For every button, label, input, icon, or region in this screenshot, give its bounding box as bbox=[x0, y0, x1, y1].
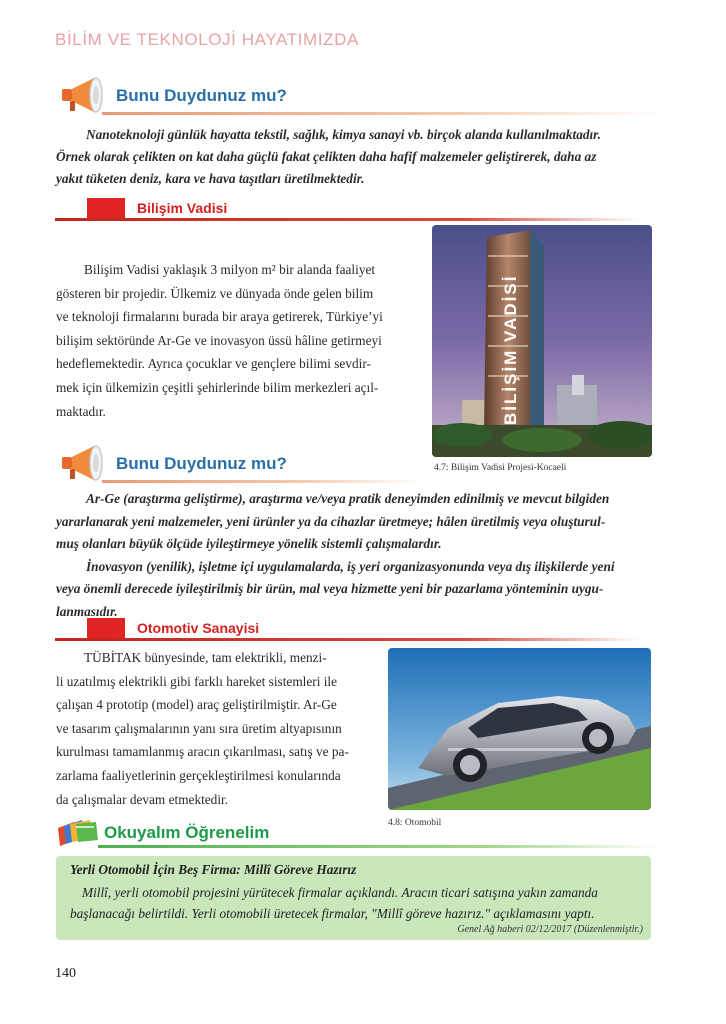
text-line: yakıt tüketen deniz, kara ve hava taşıtları üretilmektedir. bbox=[56, 171, 365, 186]
section-title: Otomotiv Sanayisi bbox=[137, 620, 260, 636]
news-box-source: Genel Ağ haberi 02/12/2017 (Düzenlenmiştir.) bbox=[457, 924, 643, 935]
text-line: da çalışmalar devam etmektedir. bbox=[56, 791, 229, 807]
section-marker bbox=[87, 618, 125, 638]
text-line: Örnek olarak çelikten on kat daha güçlü fakat çelikten daha hafif malzemeler geliştirerek, daha az bbox=[56, 149, 597, 164]
text-line: mek için ülkemizin çeşitli şehirlerinde bilim merkezleri açıl- bbox=[56, 379, 379, 395]
text-line: bilişim sektöründe Ar-Ge ve inovasyon üssü hâline getirmeyi bbox=[56, 332, 382, 348]
text-line: çalışan 4 prototip (model) araç geliştirilmiştir. Ar-Ge bbox=[56, 697, 337, 713]
text-line: başlanacağı belirtildi. Yerli otomobili üretecek firmalar, "Millî göreve hazırız." açıklamasını yaptı. bbox=[70, 906, 595, 921]
section-divider bbox=[55, 638, 640, 641]
news-box bbox=[56, 856, 651, 940]
megaphone-icon bbox=[58, 442, 108, 482]
text-line: kurulması tamamlanmış aracın çıkarılması, satış ve pa- bbox=[56, 744, 349, 760]
page-number: 140 bbox=[55, 966, 76, 981]
text-line: Nanoteknoloji günlük hayatta tekstil, sağlık, kimya sanayi vb. birçok alanda kullanılmaktadır. bbox=[86, 127, 601, 142]
text-line: Ar-Ge (araştırma geliştirme), araştırma ve/veya pratik deneyimden edinilmiş ve mevcut bilgiden bbox=[86, 491, 610, 506]
news-box-text bbox=[70, 882, 645, 924]
text-line: hedeflemektedir. Ayrıca çocuklar ve gençlere bilimi sevdir- bbox=[56, 356, 371, 372]
bunu-duydunuz-text-1 bbox=[56, 124, 656, 190]
section-divider bbox=[102, 112, 662, 115]
section-marker bbox=[87, 198, 125, 218]
bilisim-vadisi-sign: BİLİŞİM VADİSİ bbox=[501, 274, 520, 425]
okuyalim-ogrenelim-header bbox=[56, 818, 656, 852]
section-divider bbox=[55, 218, 640, 221]
text-line: İnovasyon (yenilik), işletme içi uygulamalarda, iş yeri organizasyonunda veya dış ilişkilerde yeni bbox=[86, 558, 615, 574]
bunu-duydunuz-text-2 bbox=[56, 488, 656, 623]
text-line: muş olanları büyük ölçüde iyileştirmeye yönelik sistemli çalışmalardır. bbox=[56, 536, 442, 551]
section-title: Bilişim Vadisi bbox=[137, 200, 228, 216]
bunu-duydunuz-header-1 bbox=[58, 74, 658, 114]
text-line: zarlama faaliyetlerinin gerçekleştirilmesi konularında bbox=[56, 767, 341, 783]
bunu-duydunuz-header-2 bbox=[58, 442, 418, 482]
page-header-title: BİLİM VE TEKNOLOJİ HAYATIMIZDA bbox=[55, 30, 359, 49]
otomobil-photo bbox=[388, 648, 651, 810]
megaphone-icon bbox=[58, 74, 108, 114]
books-icon bbox=[56, 818, 100, 848]
bilisim-paragraph bbox=[56, 258, 414, 423]
bunu-duydunuz-title: Bunu Duydunuz mu? bbox=[116, 86, 287, 105]
section-header-bilisim bbox=[55, 198, 645, 222]
section-divider bbox=[98, 845, 658, 848]
okuyalim-ogrenelim-title: Okuyalım Öğrenelim bbox=[104, 823, 270, 842]
figure-caption-4-8: 4.8: Otomobil bbox=[388, 818, 442, 828]
text-line: TÜBİTAK bünyesinde, tam elektrikli, menzi- bbox=[84, 650, 327, 665]
section-header-otomotiv bbox=[55, 618, 645, 642]
text-line: lanmasıdır. bbox=[56, 603, 118, 619]
text-line: Bilişim Vadisi yaklaşık 3 milyon m² bir alanda faaliyet bbox=[84, 262, 376, 277]
text-line: li uzatılmış elektrikli gibi farklı hareket sistemleri ile bbox=[56, 673, 338, 689]
figure-caption-4-7: 4.7: Bilişim Vadisi Projesi-Kocaeli bbox=[434, 463, 567, 473]
text-line: maktadır. bbox=[56, 403, 106, 419]
bilisim-vadisi-photo bbox=[432, 225, 652, 457]
section-divider bbox=[102, 480, 422, 483]
bunu-duydunuz-title: Bunu Duydunuz mu? bbox=[116, 454, 287, 473]
text-line: Millî, yerli otomobil projesini yürütecek firmalar açıklandı. Aracın ticari satışına yakın zamanda bbox=[82, 885, 598, 900]
text-line: ve teknoloji firmalarını burada bir araya getirerek, Türkiye’yi bbox=[56, 309, 383, 325]
text-line: veya önemli derecede iyileştirilmiş bir ürün, mal veya hizmette yeni bir pazarlama yönteminin uygu- bbox=[56, 581, 604, 596]
otomotiv-paragraph bbox=[56, 646, 374, 811]
text-line: gösteren bir projedir. Ülkemiz ve dünyada önde gelen bilim bbox=[56, 285, 374, 301]
text-line: ve tasarım çalışmalarının yanı sıra üretim altyapısının bbox=[56, 720, 342, 736]
text-line: yararlanarak yeni malzemeler, yeni ürünler ya da cihazlar üretmeye; hâlen üretilmiş veya oluşturul- bbox=[56, 513, 606, 529]
news-box-title: Yerli Otomobil İçin Beş Firma: Millî Göreve Hazırız bbox=[70, 862, 357, 877]
